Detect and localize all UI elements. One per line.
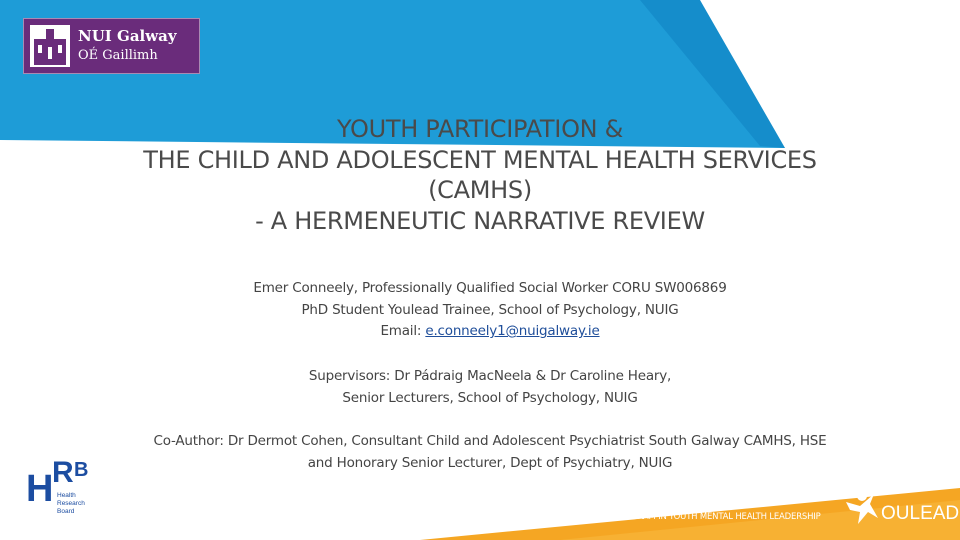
author-email-line xyxy=(100,321,880,343)
hrb-subtitle-line-3: Board xyxy=(57,508,75,515)
title-line-4: - A HERMENEUTIC NARRATIVE REVIEW xyxy=(255,206,705,235)
hrb-subtitle xyxy=(57,492,85,516)
author-line-2: PhD Student Youlead Trainee, School of Psychology, NUIG xyxy=(301,301,679,318)
coauthor-block xyxy=(100,431,880,474)
hrb-b-letter: B xyxy=(74,459,89,481)
hrb-logo xyxy=(4,458,116,522)
hrb-subtitle-line-2: Research xyxy=(57,500,85,507)
email-link[interactable]: e.conneely1@nuigalway.ie xyxy=(425,323,600,339)
logo-name-irish: OÉ Gaillimh xyxy=(78,48,158,63)
title-line-3: (CAMHS) xyxy=(428,176,532,204)
supervisors-block xyxy=(100,366,880,409)
hrb-h-letter: H xyxy=(26,468,54,510)
youlead-brand-text: OULEAD xyxy=(881,503,960,524)
supervisors-line-2: Senior Lecturers, School of Psychology, NUIG xyxy=(342,389,638,406)
title-line-1: YOUTH PARTICIPATION & xyxy=(336,115,624,143)
nui-galway-logo xyxy=(23,18,200,74)
supervisors-line-1: Supervisors: Dr Pádraig MacNeela & Dr Caroline Heary, xyxy=(308,368,672,384)
author-line-1: Emer Conneely, Professionally Qualified Social Worker CORU SW006869 xyxy=(253,280,727,296)
email-label: Email: xyxy=(380,323,426,339)
title-line-2: THE CHILD AND ADOLESCENT MENTAL HEALTH SERVICES xyxy=(143,145,817,174)
author-block xyxy=(100,278,880,343)
coauthor-line-2: and Honorary Senior Lecturer, Dept of Psychiatry, NUIG xyxy=(307,454,673,471)
coauthor-line-1: Co-Author: Dr Dermot Cohen, Consultant Child and Adolescent Psychiatrist South Galway CAMHS, HSE xyxy=(153,433,827,449)
logo-name-english: NUI Galway xyxy=(78,27,177,45)
hrb-r-letter: R xyxy=(52,456,74,489)
slide-title xyxy=(60,114,900,236)
crest-icon xyxy=(30,25,70,67)
hrb-subtitle-line-1: Health xyxy=(57,492,76,499)
program-footer-text: DOCTORAL PROGRAM IN YOUTH MENTAL HEALTH LEADERSHIP xyxy=(566,512,821,522)
